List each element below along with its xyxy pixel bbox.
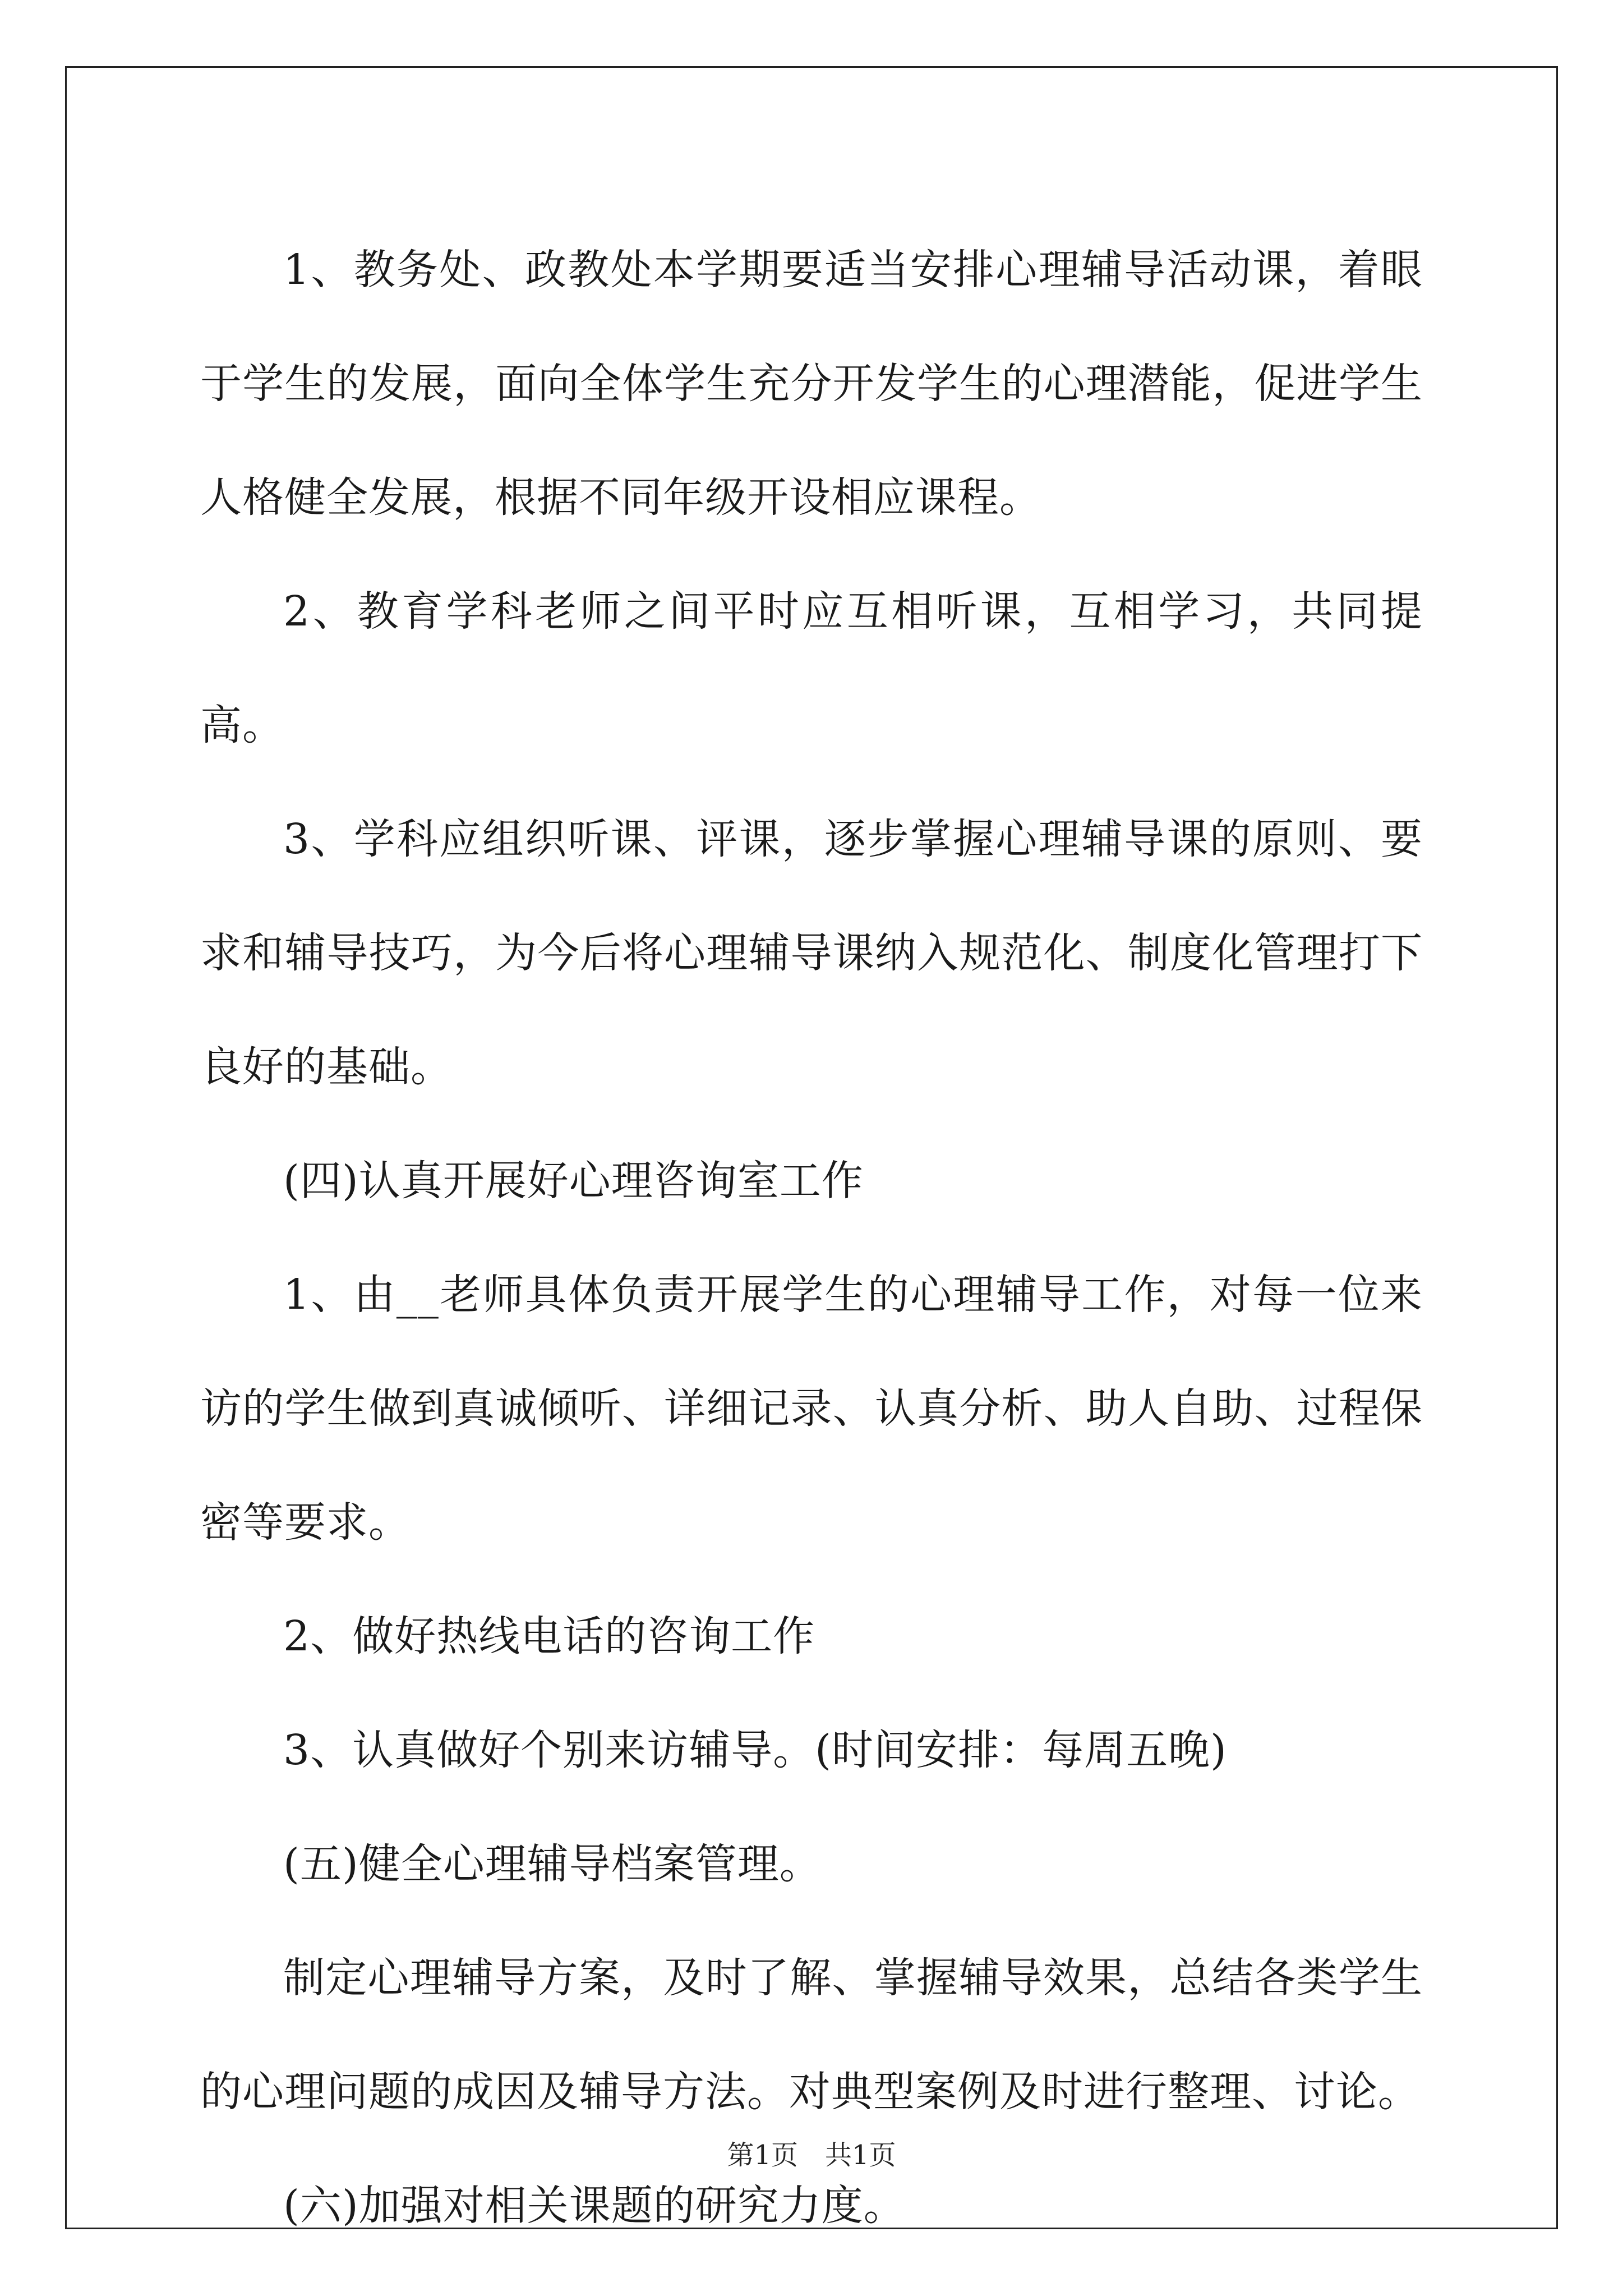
section-heading-4: (四)认真开展好心理咨询室工作 — [283, 1157, 864, 1205]
document-body — [200, 213, 1423, 2263]
paragraph-9: 制定心理辅导方案，及时了解、掌握辅导效果，总结各类学生的心理问题的成因及辅导方法。对典型案例及时进行整理、讨论。 — [200, 1954, 1423, 2116]
section-heading-6: (六)加强对相关课题的研究力度。 — [283, 2182, 906, 2230]
paragraph-2: 2、教育学科老师之间平时应互相听课，互相学习，共同提高。 — [200, 587, 1423, 749]
paragraph-7: 3、认真做好个别来访辅导。(时间安排：每周五晚) — [283, 1726, 1227, 1774]
paragraph-6: 2、做好热线电话的咨询工作 — [283, 1612, 815, 1660]
page-footer: 第1页 共1页 — [727, 2139, 896, 2171]
paragraph-5: 1、由__老师具体负责开展学生的心理辅导工作，对每一位来访的学生做到真诚倾听、详细记录、认真分析、助人自助、过程保密等要求。 — [200, 1271, 1423, 1547]
section-heading-5: (五)健全心理辅导档案管理。 — [283, 1840, 822, 1888]
paragraph-3: 3、学科应组织听课、评课，逐步掌握心理辅导课的原则、要求和辅导技巧，为今后将心理辅导课纳入规范化、制度化管理打下良好的基础。 — [200, 815, 1423, 1091]
paragraph-1: 1、教务处、政教处本学期要适当安排心理辅导活动课，着眼于学生的发展，面向全体学生充分开发学生的心理潜能，促进学生人格健全发展，根据不同年级开设相应课程。 — [200, 246, 1423, 522]
